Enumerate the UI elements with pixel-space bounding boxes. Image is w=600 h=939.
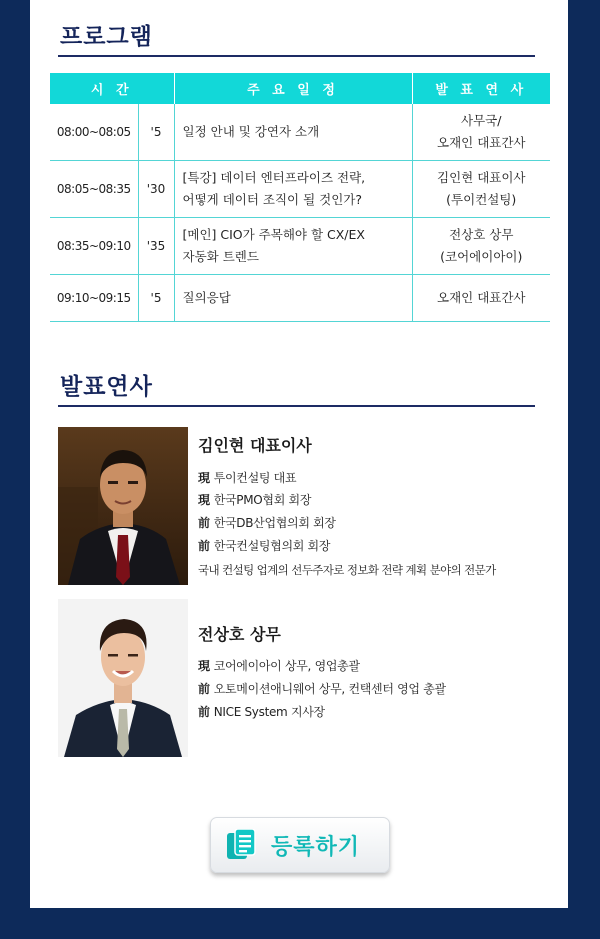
speaker-line: 오재인 대표간사 bbox=[437, 134, 526, 150]
header-speaker: 발 표 연 사 bbox=[412, 73, 550, 104]
credential-text: 한국DB산업협의회 회장 bbox=[213, 516, 336, 530]
agenda-line: 질의응답 bbox=[182, 289, 231, 305]
credential-line bbox=[198, 537, 330, 554]
row-agenda bbox=[174, 160, 412, 217]
row-minutes: '5 bbox=[138, 104, 174, 160]
credential-text: 한국컨설팅협의회 회장 bbox=[213, 539, 331, 553]
header-time: 시 간 bbox=[50, 73, 174, 104]
speaker-name: 김인현 대표이사 bbox=[198, 436, 312, 455]
table-row bbox=[50, 274, 550, 321]
header-agenda: 주 요 일 정 bbox=[174, 73, 412, 104]
credential-mark: 現 bbox=[198, 493, 210, 507]
content-card bbox=[30, 0, 568, 908]
credential-mark: 前 bbox=[198, 516, 210, 530]
credential-mark: 現 bbox=[198, 659, 210, 673]
row-speaker bbox=[412, 160, 550, 217]
credential-line bbox=[198, 657, 360, 674]
speaker-name: 전상호 상무 bbox=[198, 625, 281, 644]
credential-line bbox=[198, 491, 311, 508]
row-minutes: '35 bbox=[138, 217, 174, 274]
speaker-line: 오재인 대표간사 bbox=[437, 289, 526, 305]
row-time: 08:00~08:05 bbox=[50, 104, 138, 160]
credential-text: 코어에이아이 상무, 영업총괄 bbox=[213, 659, 360, 673]
speaker-line: (투이컨설팅) bbox=[446, 191, 517, 207]
speaker-line: 김인현 대표이사 bbox=[437, 169, 526, 185]
speaker-line: 전상호 상무 bbox=[449, 226, 514, 242]
register-button-label: 등록하기 bbox=[271, 834, 361, 860]
credential-text: 오토메이션애니웨어 상무, 컨택센터 영업 총괄 bbox=[213, 682, 446, 696]
credential-line bbox=[198, 469, 296, 486]
credential-text: 국내 컨설팅 업계의 선두주자로 정보화 전략 계획 분야의 전문가 bbox=[198, 563, 496, 577]
agenda-line: [메인] CIO가 주목해야 할 CX/EX bbox=[182, 226, 365, 242]
agenda-line: 일정 안내 및 강연자 소개 bbox=[182, 123, 320, 139]
program-title-rule bbox=[58, 55, 535, 57]
credential-text: 투이컨설팅 대표 bbox=[213, 471, 297, 485]
credential-mark: 前 bbox=[198, 539, 210, 553]
row-speaker bbox=[412, 104, 550, 160]
table-header-row bbox=[50, 73, 550, 104]
program-table bbox=[50, 73, 550, 322]
document-list-icon bbox=[227, 829, 257, 861]
agenda-line: [특강] 데이터 엔터프라이즈 전략, bbox=[182, 169, 366, 185]
row-agenda bbox=[174, 104, 412, 160]
row-agenda bbox=[174, 274, 412, 321]
credential-text: NICE System 지사장 bbox=[213, 705, 325, 719]
speaker-line: (코어에이아이) bbox=[440, 248, 523, 264]
row-time: 08:05~08:35 bbox=[50, 160, 138, 217]
row-agenda bbox=[174, 217, 412, 274]
speakers-title: 발표연사 bbox=[60, 374, 153, 400]
row-minutes: '5 bbox=[138, 274, 174, 321]
speaker-photo-jeon bbox=[58, 599, 188, 757]
program-title: 프로그램 bbox=[60, 24, 153, 50]
speakers-title-rule bbox=[58, 405, 535, 407]
credential-mark: 現 bbox=[198, 471, 210, 485]
speaker-line: 사무국/ bbox=[461, 112, 502, 128]
agenda-line: 자동화 트렌드 bbox=[182, 248, 259, 264]
table-row bbox=[50, 217, 550, 274]
credential-line bbox=[198, 680, 446, 697]
row-time: 09:10~09:15 bbox=[50, 274, 138, 321]
credential-mark: 前 bbox=[198, 705, 210, 719]
table-row bbox=[50, 160, 550, 217]
agenda-line: 어떻게 데이터 조직이 될 것인가? bbox=[182, 191, 363, 207]
row-speaker bbox=[412, 274, 550, 321]
credential-line bbox=[198, 562, 496, 578]
table-row bbox=[50, 104, 550, 160]
credential-mark: 前 bbox=[198, 682, 210, 696]
credential-text: 한국PMO협회 회장 bbox=[213, 493, 312, 507]
credential-line bbox=[198, 703, 325, 720]
row-minutes: '30 bbox=[138, 160, 174, 217]
register-button[interactable] bbox=[210, 817, 390, 873]
credential-line bbox=[198, 514, 336, 531]
row-speaker bbox=[412, 217, 550, 274]
speaker-photo-kim bbox=[58, 427, 188, 585]
row-time: 08:35~09:10 bbox=[50, 217, 138, 274]
